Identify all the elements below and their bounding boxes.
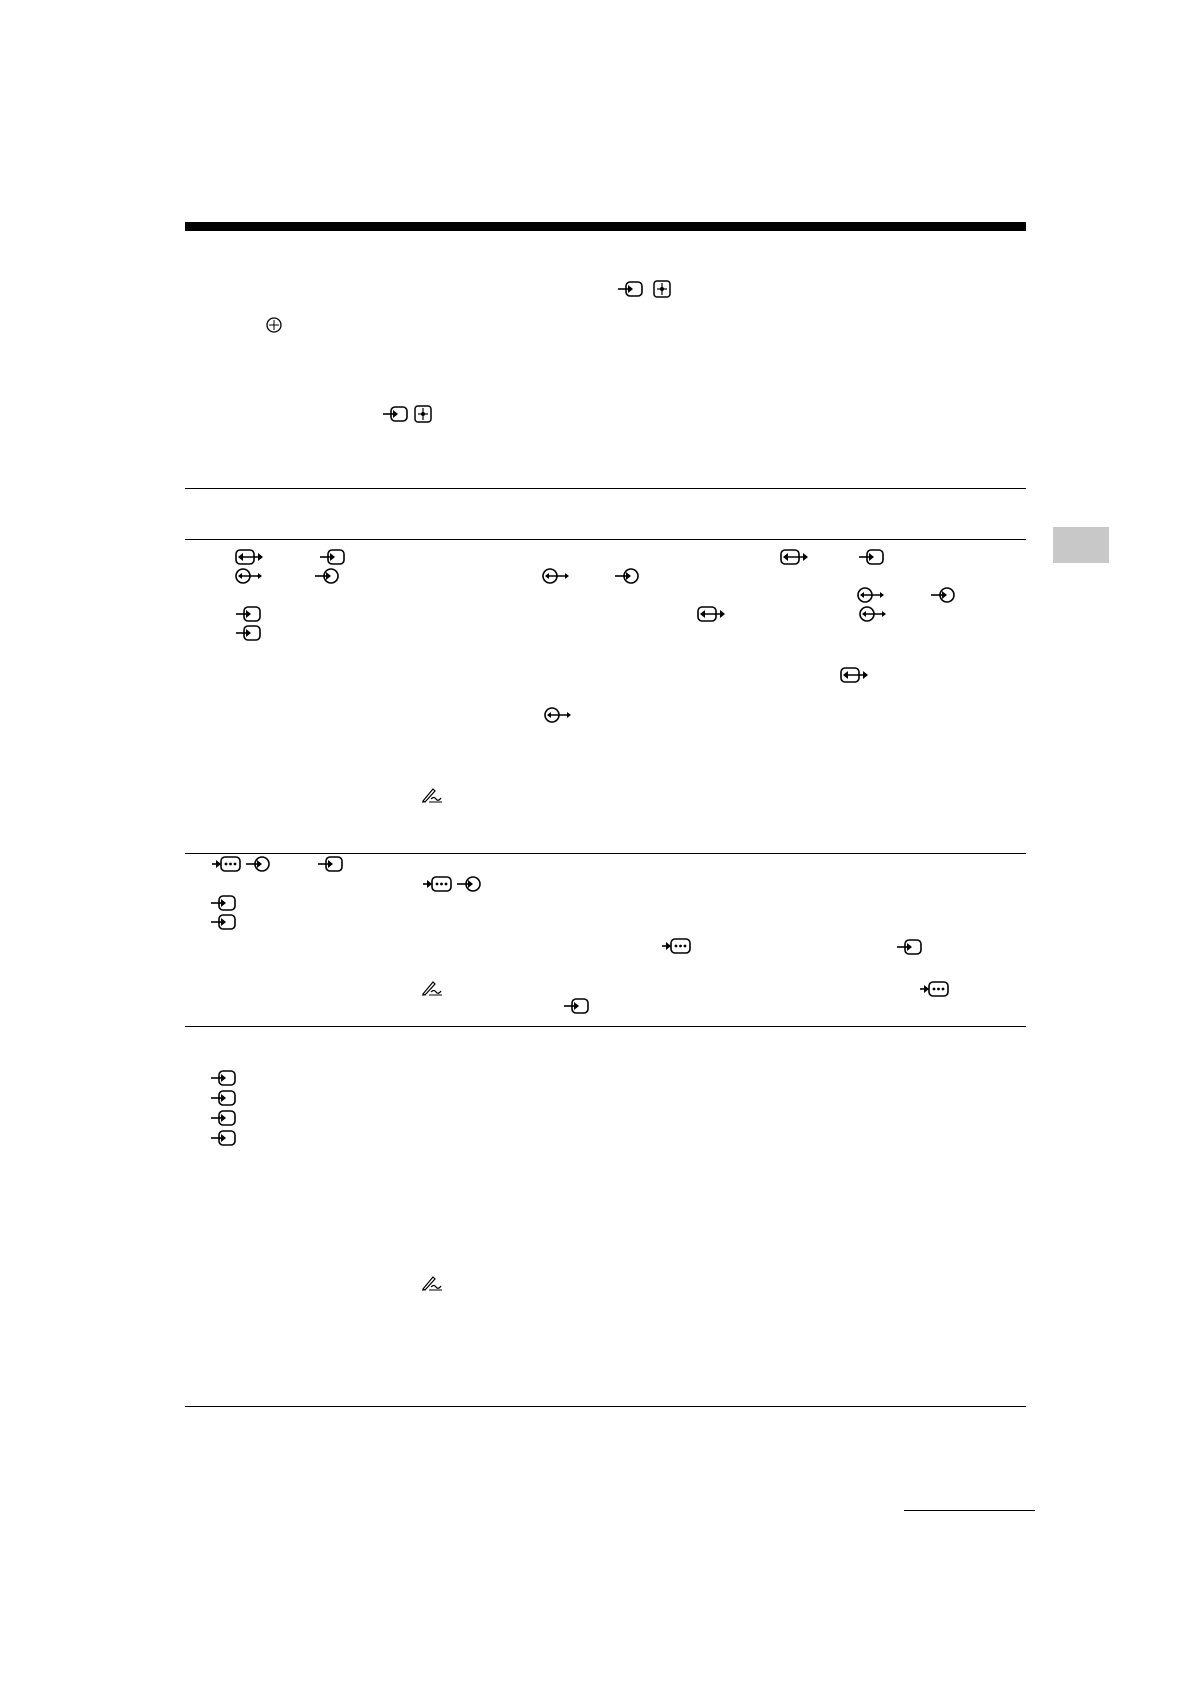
table-header-rule	[185, 539, 1026, 540]
input-arrow-icon	[320, 548, 346, 566]
table-bottom-rule	[185, 1406, 1026, 1407]
component-input-icon	[920, 980, 950, 998]
section-tab	[1053, 527, 1109, 563]
bidirectional-round-icon	[856, 586, 886, 604]
output-circle-icon	[315, 567, 341, 585]
monitor-input-icon	[653, 280, 671, 298]
note-pencil-icon	[421, 980, 443, 996]
monitor-input-icon	[414, 405, 432, 423]
output-circle-icon	[931, 586, 957, 604]
antenna-circle-icon	[265, 316, 283, 334]
output-circle-icon	[615, 567, 641, 585]
input-arrow-icon	[211, 1129, 237, 1147]
bidirectional-io-icon	[696, 605, 726, 623]
input-arrow-icon	[236, 605, 262, 623]
bidirectional-io-icon	[779, 548, 809, 566]
input-arrow-icon	[236, 624, 262, 642]
component-input-icon	[212, 855, 242, 873]
bidirectional-round-icon	[541, 567, 571, 585]
table-top-rule	[185, 488, 1026, 489]
input-arrow-icon	[859, 548, 885, 566]
input-arrow-icon	[211, 1069, 237, 1087]
input-arrow-icon	[211, 1089, 237, 1107]
input-arrow-icon	[564, 997, 590, 1015]
output-circle-icon	[246, 855, 272, 873]
title-bar	[185, 222, 1026, 231]
bidirectional-round-icon	[543, 706, 573, 724]
output-circle-icon	[457, 875, 483, 893]
page-footer-rule	[904, 1510, 1035, 1511]
input-arrow-icon	[618, 280, 644, 298]
component-input-icon	[662, 937, 692, 955]
bidirectional-io-icon	[234, 548, 264, 566]
note-pencil-icon	[421, 1275, 443, 1291]
input-arrow-icon	[211, 894, 237, 912]
row-divider-2	[185, 1026, 1026, 1027]
component-input-icon	[423, 875, 453, 893]
note-pencil-icon	[421, 787, 443, 803]
input-arrow-icon	[383, 405, 409, 423]
input-arrow-icon	[211, 913, 237, 931]
input-arrow-icon	[318, 855, 344, 873]
bidirectional-round-icon	[858, 605, 888, 623]
bidirectional-round-icon	[234, 567, 264, 585]
bidirectional-io-icon	[839, 666, 869, 684]
input-arrow-icon	[897, 938, 923, 956]
input-arrow-icon	[211, 1109, 237, 1127]
row-divider-1	[185, 853, 1026, 854]
